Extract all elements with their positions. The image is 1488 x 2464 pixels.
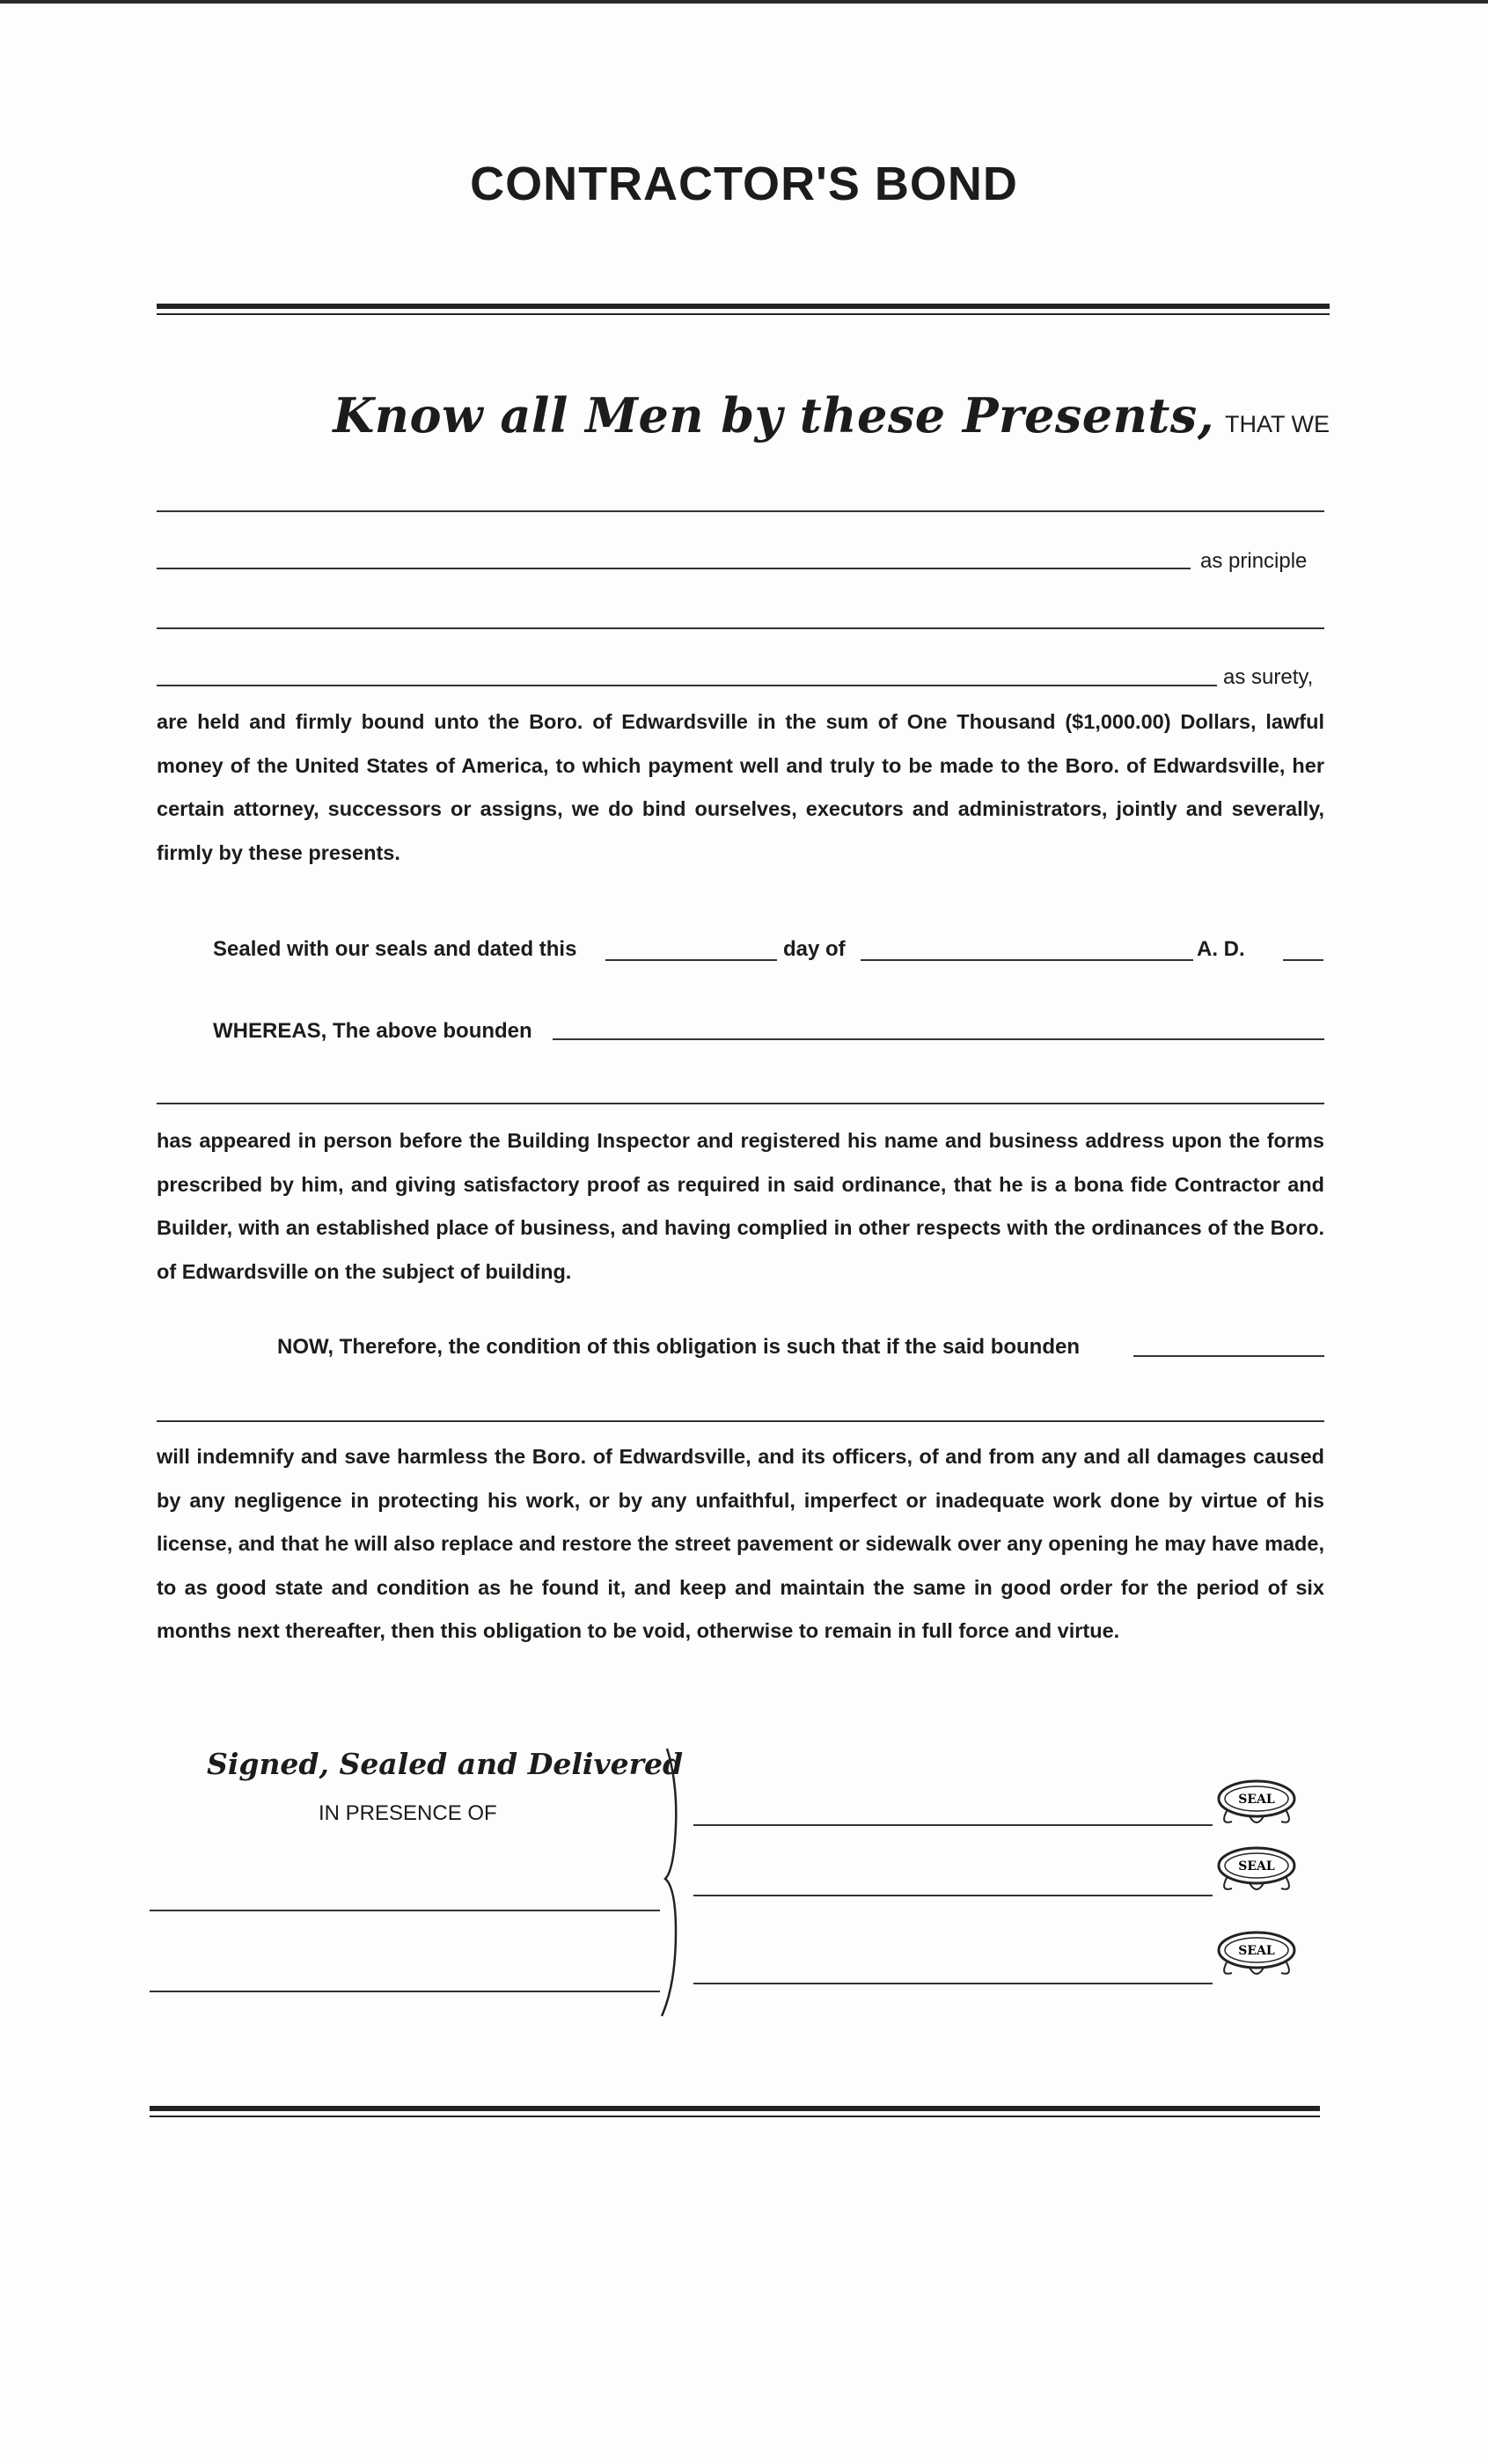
surety-line[interactable] — [157, 685, 1217, 686]
sealed-prefix: Sealed with our seals and dated this — [213, 937, 577, 961]
whereas-label: WHEREAS, The above bounden — [213, 1019, 532, 1043]
month-line[interactable] — [861, 959, 1193, 961]
principle-label: as principle — [1200, 549, 1308, 573]
witness-line-1[interactable] — [150, 1910, 660, 1911]
party-line-1[interactable] — [157, 510, 1324, 512]
bounden-line[interactable] — [1133, 1355, 1324, 1357]
top-edge — [0, 0, 1488, 4]
witness-line-2[interactable] — [150, 1991, 660, 1992]
seal-icon — [1214, 1927, 1299, 1982]
top-double-rule — [157, 304, 1330, 309]
opening-suffix: THAT WE — [1225, 411, 1330, 437]
indemnity-paragraph: will indemnify and save harmless the Boro. of Edwardsville, and its officers, of and from any and all damages caused by any negligence in protecting his work, or by any unfaithful, imperfect or inadequate work done by virtue of his license, and that he will also replace and restore the street pavement or sidewalk over any opening he may have made, to as good state and condition as he found it, and keep and maintain the same in good order for the period of six months next thereafter, then this obligation to be void, otherwise to remain in full force and virtue. — [157, 1445, 1324, 1642]
brace-divider — [658, 1747, 693, 2020]
seal-icon — [1214, 1776, 1299, 1830]
signed-heading: Signed, Sealed and Delivered — [207, 1747, 684, 1781]
seal-label: SEAL — [1238, 1944, 1275, 1958]
seal-label: SEAL — [1238, 1859, 1275, 1874]
registration-paragraph: has appeared in person before the Building Inspector and registered his name and business address upon the forms prescribed by him, and giving satisfactory proof as required in said ordinance, that he is a bona fide Contractor and Builder, with an established place of business, and having complied in other respects with the ordinances of the Boro. of Edwardsville on the subject of building. — [157, 1129, 1324, 1283]
bottom-double-rule — [150, 2106, 1320, 2111]
ad-label: A. D. — [1197, 937, 1245, 961]
party-line-2[interactable] — [157, 627, 1324, 629]
whereas-line[interactable] — [553, 1038, 1324, 1040]
day-line[interactable] — [605, 959, 777, 961]
presence-label: IN PRESENCE OF — [319, 1801, 497, 1825]
principle-line[interactable] — [157, 568, 1191, 569]
signature-line-2[interactable] — [693, 1895, 1213, 1896]
bond-paragraph: are held and firmly bound unto the Boro. of Edwardsville in the sum of One Thousand ($1,000.00) Dollars, lawful money of the United States of America, to which payment well and truly to be made to the Boro. of Edwardsville, her certain attorney, successors or assigns, we do bind ourselves, executors and administrators, jointly and severally, firmly by these presents. — [157, 710, 1324, 864]
signature-line-1[interactable] — [693, 1824, 1213, 1826]
bounden-line-2[interactable] — [157, 1420, 1324, 1422]
surety-label: as surety, — [1223, 665, 1314, 689]
opening-phrase — [333, 387, 1330, 444]
now-therefore-label: NOW, Therefore, the condition of this obligation is such that if the said bounden — [277, 1335, 1080, 1359]
seal-label: SEAL — [1238, 1793, 1275, 1807]
year-line[interactable] — [1283, 959, 1323, 961]
signature-line-3[interactable] — [693, 1983, 1213, 1984]
day-of-label: day of — [783, 937, 846, 961]
seal-icon — [1214, 1843, 1299, 1897]
whereas-line-2[interactable] — [157, 1103, 1324, 1104]
opening-blackletter: Know all Men by these Presents, — [333, 387, 1214, 444]
document-title: CONTRACTOR'S BOND — [470, 158, 1018, 210]
